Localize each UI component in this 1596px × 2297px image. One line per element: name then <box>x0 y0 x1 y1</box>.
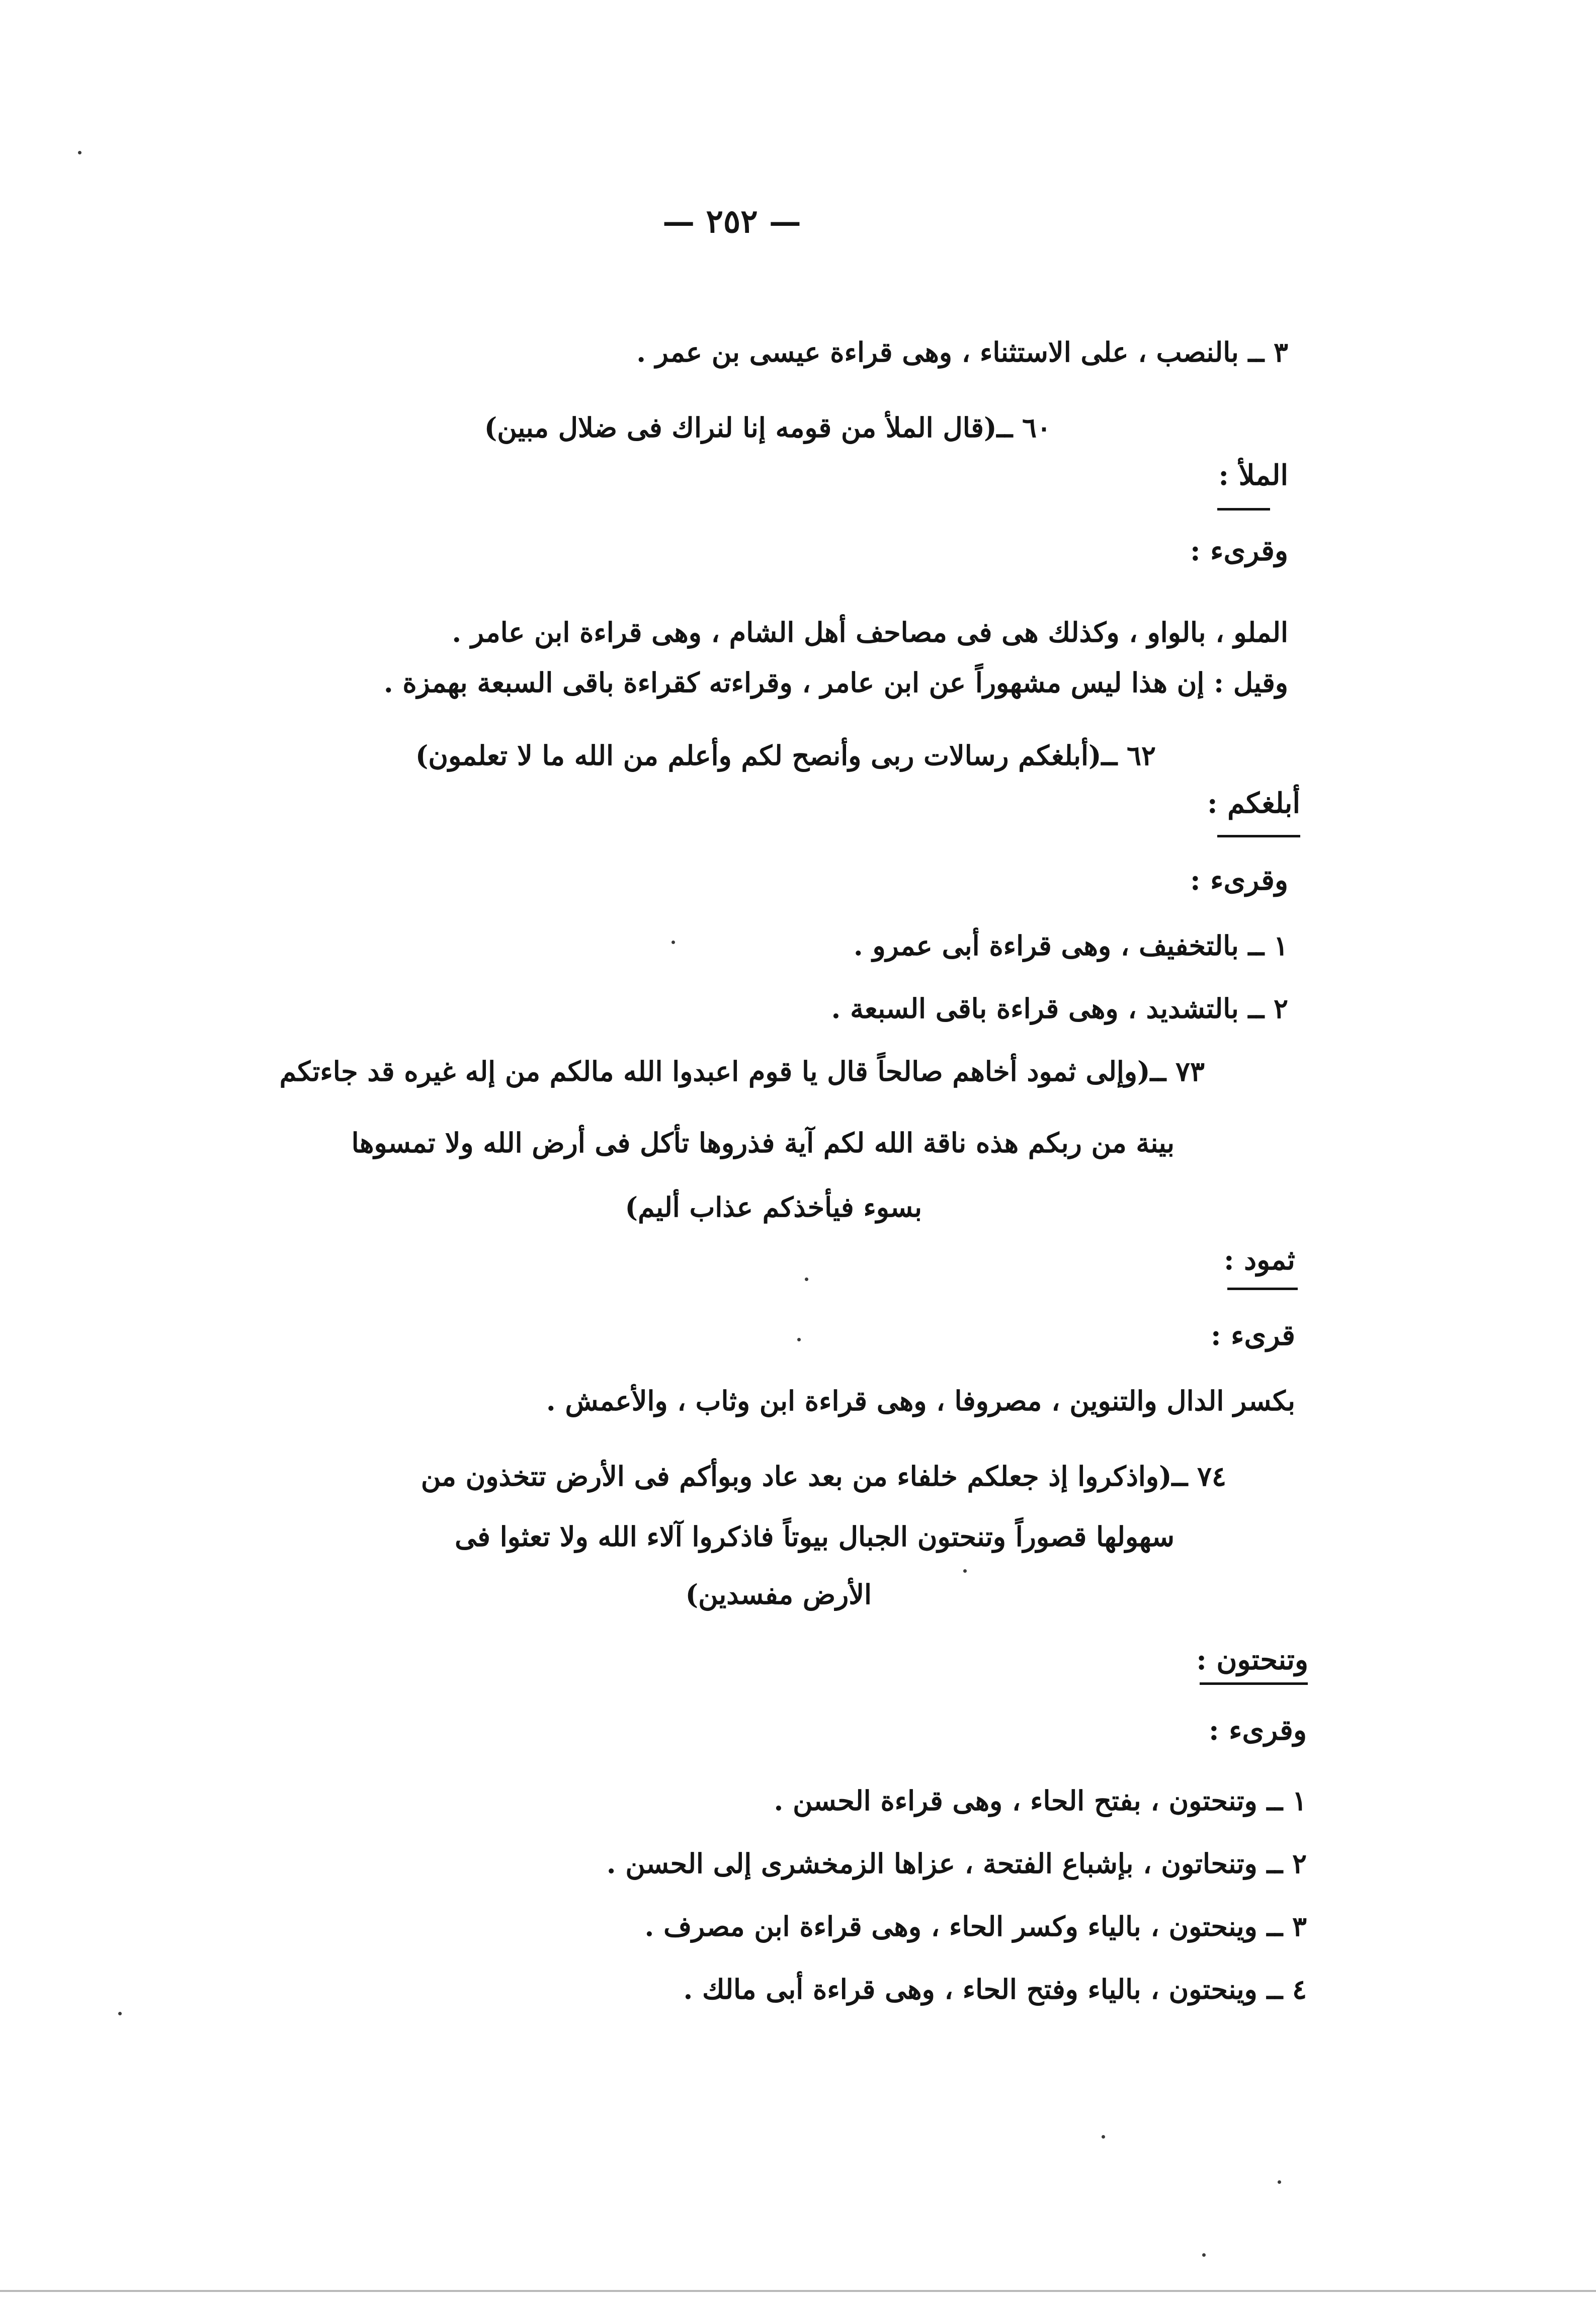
verse-line: ٦٠ ــ(قال الملأ من قومه إنا لنراك فى ضلال مبين) <box>484 411 1051 444</box>
verse-line: ٧٤ ــ(واذكروا إذ جعلكم خلفاء من بعد عاد وبوأكم فى الأرض تتخذون من <box>421 1460 1226 1492</box>
text-line: بكسر الدال والتنوين ، مصروفا ، وهى قراءة ابن وثاب ، والأعمش . <box>546 1385 1295 1417</box>
text-line: الملو ، بالواو ، وكذلك هى فى مصاحف أهل الشام ، وهى قراءة ابن عامر . <box>452 616 1288 648</box>
list-item: ١ ــ وتنحتون ، بفتح الحاء ، وهى قراءة الحسن . <box>774 1784 1307 1817</box>
list-item: ٢ ــ وتنحاتون ، بإشباع الفتحة ، عزاها الزمخشرى إلى الحسن . <box>606 1847 1307 1880</box>
scan-speck <box>118 2012 122 2015</box>
scan-speck <box>805 1278 808 1281</box>
scan-speck <box>671 941 675 944</box>
text-line: وقيل : إن هذا ليس مشهوراً عن ابن عامر ، وقراءته كقراءة باقى السبعة بهمزة . <box>383 666 1288 699</box>
verse-line: سهولها قصوراً وتنحتون الجبال بيوتاً فاذكروا آلاء الله ولا تعثوا فى <box>455 1520 1174 1553</box>
verse-line: الأرض مفسدين) <box>685 1578 872 1610</box>
heading-underline <box>1200 1682 1308 1685</box>
scan-speck <box>797 1338 801 1341</box>
heading-almala: الملأ : <box>1218 459 1288 492</box>
scan-bottom-edge <box>0 2290 1596 2292</box>
list-item: ١ ــ بالتخفيف ، وهى قراءة أبى عمرو . <box>853 929 1288 962</box>
scan-speck <box>1102 2135 1105 2139</box>
page-number: — ٢٥٢ — <box>662 203 801 240</box>
heading-underline <box>1217 508 1270 511</box>
text-line: ٣ ــ بالنصب ، على الاستثناء ، وهى قراءة عيسى بن عمر . <box>636 336 1288 368</box>
scan-speck <box>963 1569 967 1573</box>
verse-line: ٧٣ ــ(وإلى ثمود أخاهم صالحاً قال يا قوم اعبدوا الله مالكم من إله غيره قد جاءتكم <box>279 1055 1205 1087</box>
heading-underline <box>1217 835 1300 837</box>
verse-line: بسوء فيأخذكم عذاب أليم) <box>625 1191 922 1223</box>
list-item: ٢ ــ بالتشديد ، وهى قراءة باقى السبعة . <box>831 992 1288 1025</box>
list-item: ٣ ــ وينحتون ، بالياء وكسر الحاء ، وهى قراءة ابن مصرف . <box>644 1910 1307 1942</box>
list-item: ٤ ــ وينحتون ، بالياء وفتح الحاء ، وهى قراءة أبى مالك . <box>683 1973 1307 2005</box>
heading-thamud: ثمود : <box>1224 1243 1295 1277</box>
qurie-label: وقرىء : <box>1190 864 1288 897</box>
heading-tanhitun: وتنحتون : <box>1196 1643 1308 1676</box>
qurie-label: وقرىء : <box>1208 1714 1307 1747</box>
verse-line: ٦٢ ــ(أبلغكم رسالات ربى وأنصح لكم وأعلم من الله ما لا تعلمون) <box>415 739 1156 772</box>
scan-speck <box>1202 2253 1206 2257</box>
heading-ublighukum: أبلغكم : <box>1207 787 1300 820</box>
scan-speck <box>78 151 81 154</box>
verse-line: بينة من ربكم هذه ناقة الله لكم آية فذروها تأكل فى أرض الله ولا تمسوها <box>351 1127 1174 1159</box>
qurie-label: قرىء : <box>1211 1319 1295 1352</box>
heading-underline <box>1227 1288 1298 1290</box>
qurie-label: وقرىء : <box>1190 534 1288 567</box>
scan-speck <box>1278 2180 1281 2184</box>
